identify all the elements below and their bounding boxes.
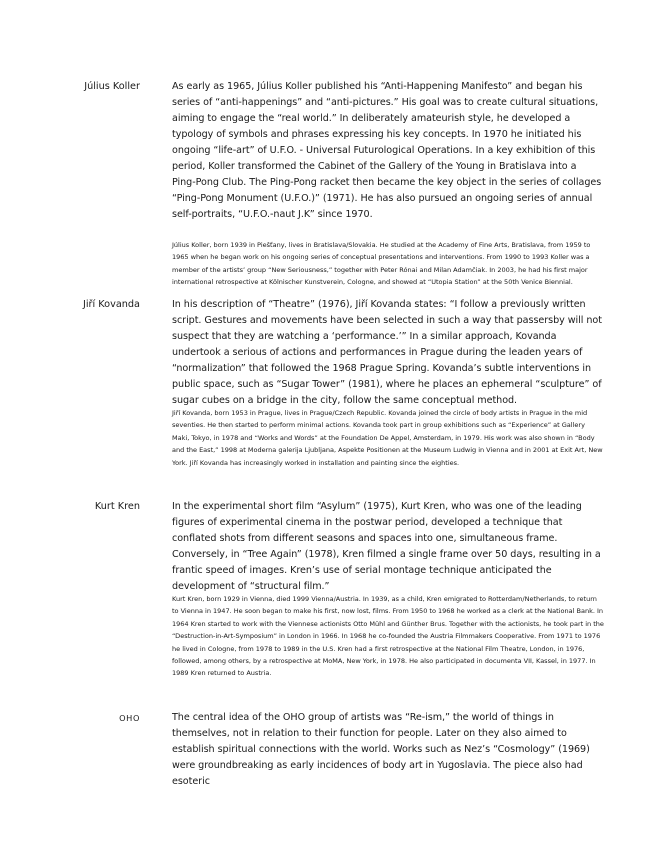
artist-description: As early as 1965, Július Koller published his “Anti-Happening Manifesto” and began his series of “anti-happenings” and “anti-pictures.” His goal was to create cultural situations, aiming to engage the “real world.” In deliberately amateurish style, he developed a typology of symbols and phrases expressing his key concepts. In 1970 he initiated his ongoing “life-art” of U.F.O. - Universal Futurological Operations. In a key exhibition of this period, Koller transformed the Cabinet of the Gallery of the Young in Bratislava into a Ping-Pong Club. The Ping-Pong racket then became the key object in the series of collages “Ping-Pong Monument (U.F.O.)” (1971). He has also pursued an ongoing series of annual self-portraits, “U.F.O.-naut J.K” since 1970. <box>172 81 602 221</box>
artist-name: Július Koller <box>84 81 140 92</box>
artist-description: In his description of “Theatre” (1976), Jiří Kovanda states: “I follow a previously written script. Gestures and movements have been selected in such a way that passersby will not suspect that they are watching a ‘performance.’” In a similar approach, Kovanda undertook a serious of actions and performances in Prague during the leaden years of “normalization” that followed the 1968 Prague Spring. Kovanda’s subtle interventions in public space, such as “Sugar Tower” (1981), where he places an ephemeral “sculpture” of sugar cubes on a bridge in the city, follow the same conceptual method. <box>172 299 602 407</box>
artist-name: Jiří Kovanda <box>83 299 140 310</box>
artist-description: The central idea of the OHO group of artists was “Re-ism,” the world of things in themselves, not in relation to their function for people. Later on they also aimed to establish spiritual connections with the world. Works such as Nez’s “Cosmology” (1969) were groundbreaking as early incidences of body art in Yugoslavia. The piece also had esoteric <box>172 712 590 788</box>
artist-name: OHO <box>119 713 140 723</box>
artist-biography: Július Koller, born 1939 in Piešťany, lives in Bratislava/Slovakia. He studied at the Academy of Fine Arts, Bratislava, from 1959 to 1965 when he began work on his ongoing series of conceptual presentations and interventions. From 1990 to 1993 Koller was a member of the artists’ group “New Seriousness,” together with Peter Rónai and Milan Adamčiak. In 2003, he had his first major international retrospective at Kölnischer Kunstverein, Cologne, and showed at “Utopia Station” at the 50th Venice Biennial. <box>172 241 591 287</box>
artist-biography: Jiří Kovanda, born 1953 in Prague, lives in Prague/Czech Republic. Kovanda joined the circle of body artists in Prague in the mid seventies. He then started to perform minimal actions. Kovanda took part in group exhibitions such as “Experience” at Gallery Maki, Tokyo, in 1978 and “Works and Words” at the Foundation De Appel, Amsterdam, in 1979. His work was also shown in “Body and the East,” 1998 at Moderna galerija Ljubljana, Aspekte Positionen at the Museum Ludwig in Vienna and in 2001 at Exit Art, New York. Jiří Kovanda has increasingly worked in installation and painting since the eighties. <box>172 409 603 467</box>
artist-name: Kurt Kren <box>94 501 140 512</box>
artist-biography: Kurt Kren, born 1929 in Vienna, died 1999 Vienna/Austria. In 1939, as a child, Kren emigrated to Rotterdam/Netherlands, to return to Vienna in 1947. He soon began to make his first, now lost, films. From 1950 to 1968 he worked as a clerk at the National Bank. In 1964 Kren started to work with the Viennese actionists Otto Mühl and Günther Brus. Together with the actionists, he took part in the “Destruction-in-Art-Symposium” in London in 1966. In 1968 he co-founded the Austria Filmmakers Cooperative. From 1971 to 1976 he lived in Cologne, from 1978 to 1989 in the U.S. Kren had a first retrospective at the National Film Theatre, London, in 1976, followed, among others, by a retrospective at MoMA, New York, in 1978. He also participated in documenta VII, Kassel, in 1977. In 1989 Kren returned to Austria. <box>172 595 604 678</box>
artist-description: In the experimental short film “Asylum” (1975), Kurt Kren, who was one of the leading figures of experimental cinema in the postwar period, developed a technique that conflated shots from different seasons and spaces into one, simultaneous frame. Conversely, in “Tree Again” (1978), Kren filmed a single frame over 50 days, resulting in a frantic speed of images. Kren’s use of serial montage technique anticipated the development of “structural film.” <box>172 501 601 593</box>
